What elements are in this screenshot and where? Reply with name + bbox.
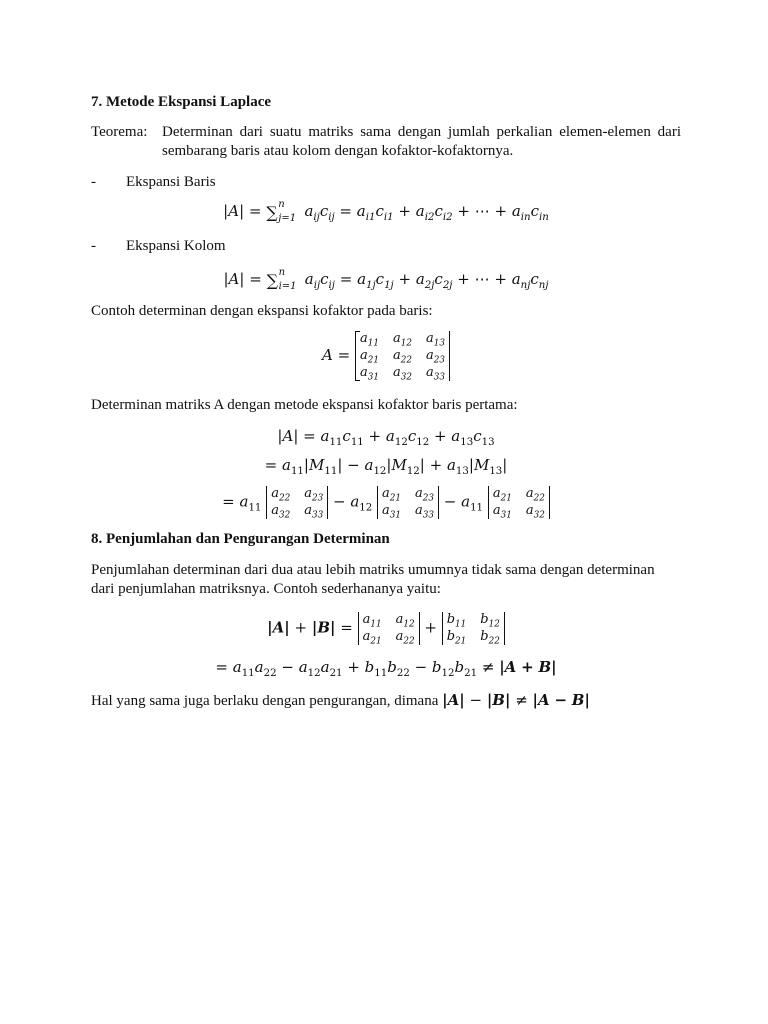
sum-symbol: ∑ n i=1 [266, 266, 297, 292]
matrix-A-entry: $a_{23}$ [425, 348, 445, 366]
section-7-heading: 7. Metode Ekspansi Laplace [91, 94, 272, 110]
matrix-A-entry: $a_{13}$ [425, 331, 445, 349]
closing-text: Hal yang sama juga berlaku dengan pengurangan, dimana [91, 693, 439, 709]
col-expansion-formula: |A| = ∑ n i=1 $a_{ij}c_{ij} = a_{1j}c_{1j} + a_{2j}c_{2j}$ + ⋯ + $a_{nj}c_{nj}$ [223, 266, 549, 292]
matrix-A-entry: $a_{31}$ [359, 365, 379, 383]
matrix-A-entry: $a_{21}$ [359, 348, 379, 366]
col-expansion-label: Ekspansi Kolom [126, 238, 226, 254]
theorem-text-line1: Determinan dari suatu matriks sama dengan jumlah perkalian elemen-elemen dari [162, 124, 681, 140]
determinant-minor-line2: = $a_{11}|M_{11}| - a_{12}|M_{12}| + a_{13}|M_{13}|$ [264, 456, 508, 477]
matrix-A-entry: $a_{11}$ [359, 331, 379, 349]
list-dash: - [91, 174, 96, 190]
matrix-A-definition: A = $a_{11}$ $a_{12}$ $a_{13}$ $a_{21}$ $a_{22}$ $a_{23}$ $a_{31}$ $a_{32}$ $a_{33}$ [91, 331, 681, 381]
first-row-intro: Determinan matriks A dengan metode ekspansi kofaktor baris pertama: [91, 397, 518, 413]
determinant-sum-result: = $a_{11}a_{22} - a_{12}a_{21} + b_{11}b_{22} - b_{12}b_{21} \ne |A + B|$ [215, 658, 557, 679]
matrix-A-entry: $a_{32}$ [392, 365, 412, 383]
theorem-label: Teorema: [91, 124, 148, 140]
theorem-text-line2: sembarang baris atau kolom dengan kofaktor-kofaktornya. [162, 143, 514, 159]
section-8-paragraph: Penjumlahan determinan dari dua atau lebih matriks umumnya tidak sama dengan determinan dari penjumlahan matriksnya. Contoh sederhananya yaitu: [91, 562, 655, 597]
closing-formula: |A| − |B| ≠ |A − B| [442, 691, 590, 709]
matrix-A-entry: $a_{33}$ [425, 365, 445, 383]
determinant-cofactor-line1: $|A| = a_{11}c_{11} + a_{12}c_{12} + a_{13}c_{13}$ [277, 427, 495, 448]
minor-12: $a_{21}$ $a_{23}$ $a_{31}$ $a_{33}$ [377, 486, 439, 519]
minor-11: $a_{22}$ $a_{23}$ $a_{32}$ $a_{33}$ [266, 486, 328, 519]
matrix-A-entry: $a_{12}$ [392, 331, 412, 349]
sum-symbol: ∑ n j=1 [266, 198, 297, 224]
determinant-expanded-line3: = $a_{11}$ $a_{22}$ $a_{23}$ $a_{32}$ $a_{33}$ − $a_{12}$ $a_{21}$ $a_{23}$ $a_{31}$ $a_{33}$ − $a_{11}$ $a_{21}$ $a_{22}$ $a_{31}$ $a_{32}$ [91, 486, 681, 519]
row-expansion-formula: |A| = ∑ n j=1 $a_{ij}c_{ij} = a_{i1}c_{i1} + a_{i2}c_{i2}$ + ⋯ + $a_{in}c_{in}$ [223, 198, 549, 224]
example-intro: Contoh determinan dengan ekspansi kofaktor pada baris: [91, 303, 433, 319]
determinant-sum-example: |A| + |B| = $a_{11}$ $a_{12}$ $a_{21}$ $a_{22}$ + $b_{11}$ $b_{12}$ $b_{21}$ $b_{22}$ [91, 612, 681, 645]
matrix-A-entry: $a_{22}$ [392, 348, 412, 366]
matrix-A [355, 331, 450, 381]
det-A-2x2: $a_{11}$ $a_{12}$ $a_{21}$ $a_{22}$ [358, 612, 420, 645]
list-dash: - [91, 238, 96, 254]
row-expansion-label: Ekspansi Baris [126, 174, 216, 190]
det-B-2x2: $b_{11}$ $b_{12}$ $b_{21}$ $b_{22}$ [442, 612, 505, 645]
section-8-heading: 8. Penjumlahan dan Pengurangan Determinan [91, 531, 390, 547]
minor-13: $a_{21}$ $a_{22}$ $a_{31}$ $a_{32}$ [488, 486, 550, 519]
closing-statement [91, 691, 681, 711]
